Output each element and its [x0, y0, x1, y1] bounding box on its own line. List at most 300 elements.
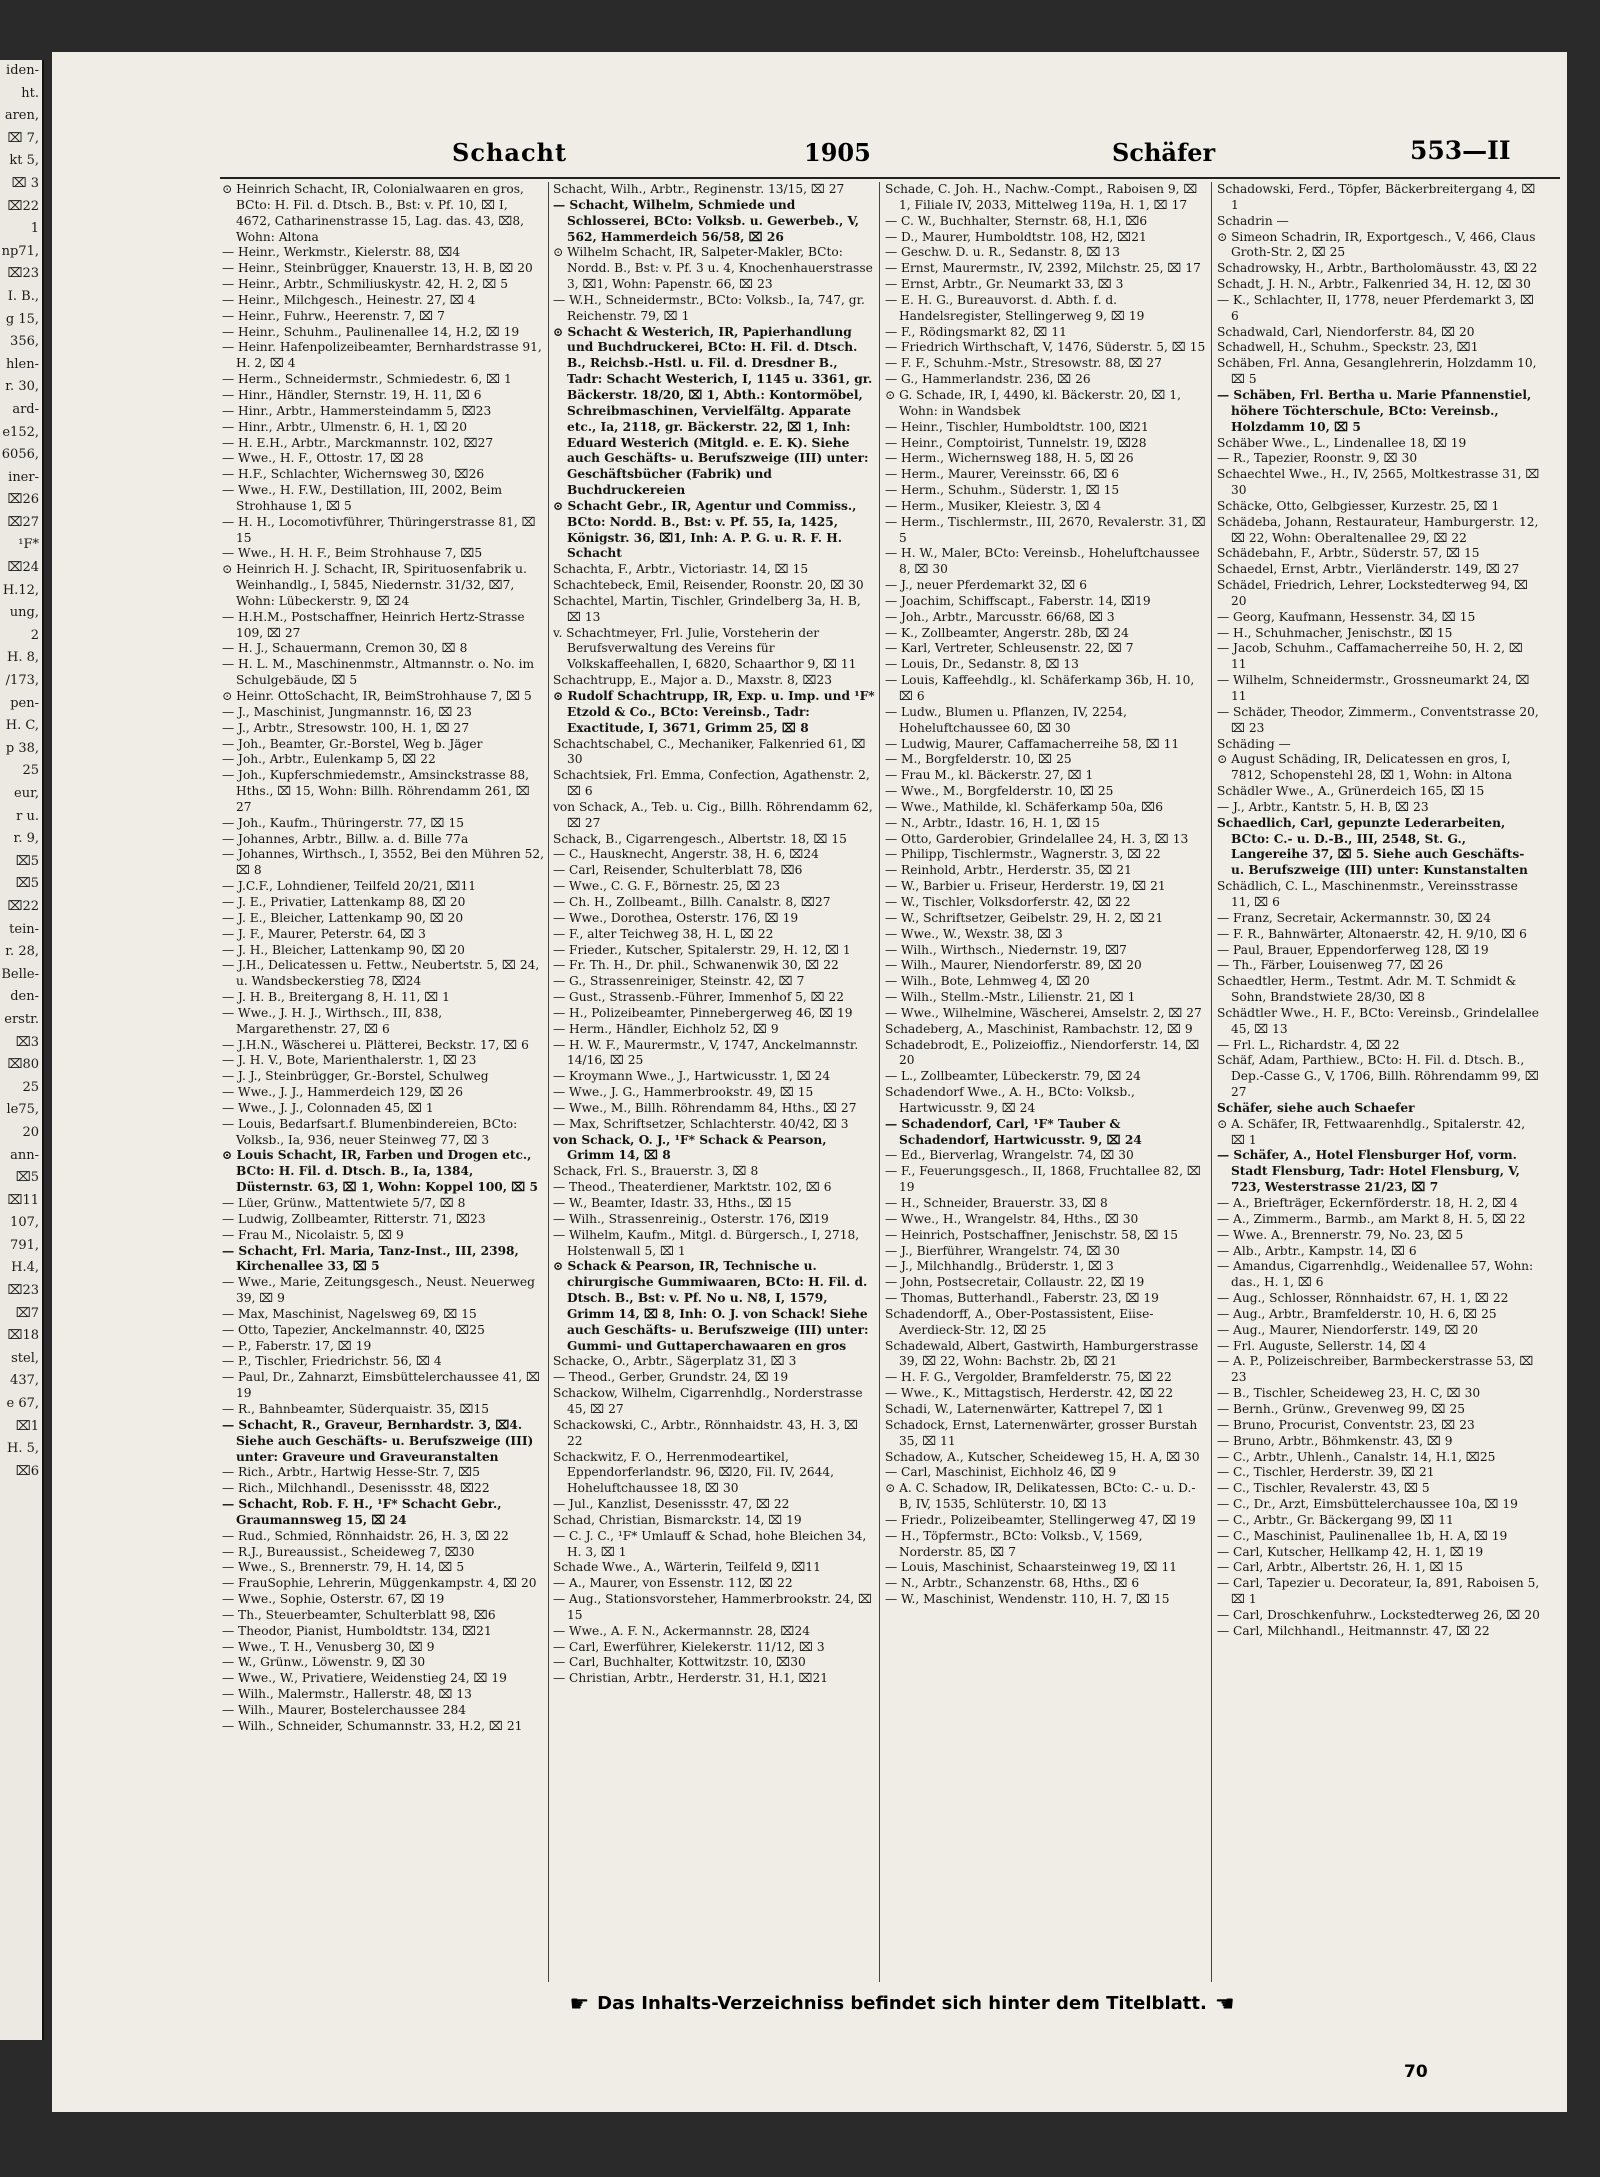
- header-year: 1905: [804, 138, 871, 167]
- directory-entry: — C. W., Buchhalter, Sternstr. 68, H.1, ⌧6: [885, 213, 1148, 228]
- directory-entry: — Reinhold, Arbtr., Herderstr. 35, ⌧ 21: [885, 863, 1132, 878]
- directory-entry: — Wwe., H., Wrangelstr. 84, Hths., ⌧ 30: [885, 1211, 1139, 1226]
- directory-entry: — Joachim, Schiffscapt., Faberstr. 14, ⌧19: [885, 593, 1151, 608]
- directory-entry: — Otto, Tapezier, Anckelmannstr. 40, ⌧25: [222, 1322, 485, 1337]
- directory-entry: ⊙ A. C. Schadow, IR, Delikatessen, BCto: C.- u. D.-B, IV, 1535, Schlüterstr. 10, ⌧ 13: [885, 1481, 1196, 1512]
- directory-entry: — K., Zollbeamter, Angerstr. 28b, ⌧ 24: [885, 625, 1129, 640]
- left-strip-line: /173,: [5, 673, 39, 689]
- directory-entry: — Schacht, Wilhelm, Schmiede und Schlosserei, BCto: Volksb. u. Gewerbeb., V, 562, Hammerdeich 56/58, ⌧ 26: [553, 197, 860, 244]
- directory-entry: — D., Maurer, Humboldtstr. 108, H2, ⌧21: [885, 229, 1147, 244]
- directory-entry: — C., Arbtr., Gr. Bäckergang 99, ⌧ 11: [1217, 1512, 1454, 1527]
- directory-entry: — J. H. B., Breitergang 8, H. 11, ⌧ 1: [222, 990, 450, 1005]
- directory-entry: Schäf, Adam, Parthiew., BCto: H. Fil. d. Dtsch. B., Dep.-Casse G., V, 1706, Billh. Röhrendamm 99, ⌧ 27: [1217, 1053, 1539, 1100]
- directory-entry: — J. H. V., Bote, Marienthalerstr. 1, ⌧ 23: [222, 1053, 477, 1068]
- directory-entry: — H.H.M., Postschaffner, Heinrich Hertz-Strasse 109, ⌧ 27: [222, 609, 525, 640]
- directory-entry: — J. H., Bleicher, Lattenkamp 90, ⌧ 20: [222, 942, 465, 957]
- directory-entry: ⊙ G. Schade, IR, I, 4490, kl. Bäckerstr. 20, ⌧ 1, Wohn: in Wandsbek: [885, 387, 1181, 418]
- directory-entry: — Heinr. Hafenpolizeibeamter, Bernhardstrasse 91, H. 2, ⌧ 4: [222, 340, 542, 371]
- directory-entry: von Schack, O. J., ¹F* Schack & Pearson, Grimm 14, ⌧ 8: [553, 1132, 827, 1163]
- directory-entry: Schachtebeck, Emil, Reisender, Roonstr. 20, ⌧ 30: [553, 578, 864, 593]
- left-strip-line: ht.: [21, 85, 39, 101]
- directory-entry: — J.C.F., Lohndiener, Teilfeld 20/21, ⌧11: [222, 879, 477, 894]
- directory-entry: — C., Arbtr., Uhlenh., Canalstr. 14, H.1, ⌧25: [1217, 1449, 1496, 1464]
- directory-entry: — Carl, Arbtr., Albertstr. 26, H. 1, ⌧ 15: [1217, 1560, 1463, 1575]
- directory-entry: Schachta, F., Arbtr., Victoriastr. 14, ⌧ 15: [553, 562, 809, 577]
- left-strip-line: r. 28,: [5, 944, 39, 960]
- directory-entry: — B., Tischler, Scheideweg 23, H. C, ⌧ 30: [1217, 1386, 1481, 1401]
- directory-entry: — Wwe., W., Wexstr. 38, ⌧ 3: [885, 926, 1063, 941]
- directory-entry: — Jacob, Schuhm., Caffamacherreihe 50, H. 2, ⌧ 11: [1217, 641, 1523, 672]
- directory-entry: — Max, Maschinist, Nagelsweg 69, ⌧ 15: [222, 1306, 477, 1321]
- directory-entry: Schackow, Wilhelm, Cigarrenhdlg., Norderstrasse 45, ⌧ 27: [553, 1386, 863, 1416]
- directory-entry: — Joh., Arbtr., Marcusstr. 66/68, ⌧ 3: [885, 609, 1115, 624]
- page-number: 70: [1404, 2062, 1428, 2082]
- directory-entry: Schachtsiek, Frl. Emma, Confection, Agathenstr. 2, ⌧ 6: [553, 768, 870, 799]
- directory-entry: — Paul, Brauer, Eppendorferweg 128, ⌧ 19: [1217, 942, 1489, 957]
- directory-entry: — J. F., Maurer, Peterstr. 64, ⌧ 3: [222, 926, 426, 941]
- directory-entry: — FrauSophie, Lehrerin, Müggenkampstr. 4, ⌧ 20: [222, 1576, 537, 1591]
- left-page-strip: [0, 60, 44, 2040]
- directory-entry: — Friedr., Polizeibeamter, Stellingerweg 47, ⌧ 19: [885, 1512, 1196, 1527]
- directory-entry: — H., Töpfermstr., BCto: Volksb., V, 1569, Norderstr. 85, ⌧ 7: [885, 1528, 1143, 1559]
- left-strip-line: ⌧80: [7, 1057, 39, 1073]
- left-strip-line: 25: [22, 763, 39, 779]
- directory-entry: — J., neuer Pferdemarkt 32, ⌧ 6: [885, 578, 1087, 593]
- directory-entry: — Wilh., Maurer, Niendorferstr. 89, ⌧ 20: [885, 958, 1142, 973]
- directory-entry: — Theodor, Pianist, Humboldtstr. 134, ⌧21: [222, 1623, 492, 1638]
- directory-entry: — H. L. M., Maschinenmstr., Altmannstr. o. No. im Schulgebäude, ⌧ 5: [222, 657, 535, 688]
- directory-entry: — Heinr., Werkmstr., Kielerstr. 88, ⌧4: [222, 245, 461, 260]
- directory-entry: — Hinr., Arbtr., Ulmenstr. 6, H. 1, ⌧ 20: [222, 419, 467, 434]
- directory-entry: ⊙ Simeon Schadrin, IR, Exportgesch., V, 466, Claus Groth-Str. 2, ⌧ 25: [1217, 229, 1536, 260]
- directory-entry: — K., Schlachter, II, 1778, neuer Pferdemarkt 3, ⌧ 6: [1217, 292, 1535, 323]
- header-first-name: Schacht: [452, 138, 568, 167]
- directory-entry: — Wwe., C. G. F., Börnestr. 25, ⌧ 23: [553, 879, 780, 894]
- directory-entry: — H. W. F., Maurermstr., V, 1747, Anckelmannstr. 14/16, ⌧ 25: [553, 1037, 859, 1068]
- left-strip-line: ⌧23: [7, 1283, 39, 1299]
- directory-entry: — Christian, Arbtr., Herderstr. 31, H.1, ⌧21: [553, 1671, 829, 1686]
- left-strip-line: ⌧22: [7, 898, 39, 914]
- directory-entry: — J., Maschinist, Jungmannstr. 16, ⌧ 23: [222, 704, 472, 719]
- directory-entry: ⊙ Louis Schacht, IR, Farben und Drogen etc., BCto: H. Fil. d. Dtsch. B., Ia, 1384, Düsternstr. 63, ⌧ 1, Wohn: Koppel 100, ⌧ 5: [222, 1148, 539, 1195]
- left-strip-line: 791,: [10, 1237, 39, 1253]
- directory-entry: — R., Tapezier, Roonstr. 9, ⌧ 30: [1217, 451, 1418, 466]
- left-strip-line: r. 9,: [13, 831, 39, 847]
- directory-entry: — H. H., Locomotivführer, Thüringerstrasse 81, ⌧ 15: [222, 514, 536, 545]
- directory-entry: — J. E., Bleicher, Lattenkamp 90, ⌧ 20: [222, 910, 464, 925]
- directory-entry: ⊙ Rudolf Schachtrupp, IR, Exp. u. Imp. und ¹F* Etzold & Co., BCto: Vereinsb., Tadr: Exactitude, I, 3671, Grimm 25, ⌧ 8: [553, 689, 875, 735]
- directory-entry: Schadendorf Wwe., A. H., BCto: Volksb., Hartwicusstr. 9, ⌧ 24: [885, 1085, 1135, 1115]
- directory-entry: — Georg, Kaufmann, Hessenstr. 34, ⌧ 15: [1217, 609, 1476, 624]
- directory-entry: — P., Tischler, Friedrichstr. 56, ⌧ 4: [222, 1354, 442, 1369]
- directory-entry: — Schacht, Rob. F. H., ¹F* Schacht Gebr., Graumannsweg 15, ⌧ 24: [222, 1497, 502, 1527]
- directory-entry: — F., Feuerungsgesch., II, 1868, Fruchtallee 82, ⌧ 19: [885, 1164, 1201, 1195]
- directory-entry: Schade, C. Joh. H., Nachw.-Compt., Raboisen 9, ⌧ 1, Filiale IV, 2033, Mittelweg 119a, H. 1, ⌧ 17: [885, 182, 1198, 212]
- directory-entry: — M., Borgfelderstr. 10, ⌧ 25: [885, 752, 1072, 767]
- directory-entry: — G., Strassenreiniger, Steinstr. 42, ⌧ 7: [553, 974, 805, 989]
- directory-entry: — Carl, Ewerführer, Kielekerstr. 11/12, ⌧ 3: [553, 1639, 825, 1654]
- directory-entry: — Wwe., J. J., Hammerdeich 129, ⌧ 26: [222, 1085, 464, 1100]
- directory-entry: — Frau M., kl. Bäckerstr. 27, ⌧ 1: [885, 768, 1094, 783]
- left-strip-line: hlen-: [6, 356, 39, 372]
- directory-entry: Schacht, Wilh., Arbtr., Reginenstr. 13/15, ⌧ 27: [553, 182, 845, 196]
- directory-entry: Schacke, O., Arbtr., Sägerplatz 31, ⌧ 3: [553, 1354, 797, 1369]
- directory-entry: — Wilh., Malermstr., Hallerstr. 48, ⌧ 13: [222, 1687, 472, 1702]
- directory-entry: — Bruno, Procurist, Conventstr. 23, ⌧ 23: [1217, 1417, 1475, 1432]
- directory-entry: Schäben, Frl. Anna, Gesanglehrerin, Holzdamm 10, ⌧ 5: [1217, 356, 1537, 387]
- left-strip-line: eur,: [14, 786, 39, 801]
- directory-entry: — C. J. C., ¹F* Umlauff & Schad, hohe Bleichen 34, H. 3, ⌧ 1: [553, 1528, 867, 1559]
- directory-entry: — Bernh., Grünw., Grevenweg 99, ⌧ 25: [1217, 1401, 1465, 1416]
- directory-entry: — W., Beamter, Idastr. 33, Hths., ⌧ 15: [553, 1196, 792, 1210]
- directory-entry: — A., Zimmerm., Barmb., am Markt 8, H. 5, ⌧ 22: [1217, 1211, 1526, 1226]
- directory-entry: — Ed., Bierverlag, Wrangelstr. 74, ⌧ 30: [885, 1148, 1134, 1163]
- directory-entry: v. Schachtmeyer, Frl. Julie, Vorsteherin der Berufsverwaltung des Vereins für Volkskaffeehallen, I, 6820, Schaarthor 9, ⌧ 11: [553, 625, 857, 672]
- directory-entry: — F., Rödingsmarkt 82, ⌧ 11: [885, 324, 1067, 339]
- directory-entry: Schad, Christian, Bismarckstr. 14, ⌧ 19: [553, 1512, 802, 1527]
- left-strip-line: 25: [22, 1079, 39, 1095]
- directory-entry: — Heinrich, Postschaffner, Jenischstr. 58, ⌧ 15: [885, 1227, 1178, 1242]
- directory-entry: ⊙ Wilhelm Schacht, IR, Salpeter-Makler, BCto: Nordd. B., Bst: v. Pf. 3 u. 4, Knochenhauerstrasse 3, ⌧1, Wohn: Papenstr. 66, ⌧ 23: [553, 245, 873, 292]
- directory-entry: Schade Wwe., A., Wärterin, Teilfeld 9, ⌧11: [553, 1560, 821, 1575]
- left-strip-line: I. B.,: [7, 288, 39, 304]
- directory-entry: Schäding —: [1217, 736, 1291, 751]
- directory-entry: — C., Tischler, Revalerstr. 43, ⌧ 5: [1217, 1481, 1430, 1496]
- directory-entry: — R., Bahnbeamter, Süderquaistr. 35, ⌧15: [222, 1401, 490, 1416]
- directory-entry: — Carl, Tapezier u. Decorateur, Ia, 891, Raboisen 5, ⌧ 1: [1217, 1576, 1540, 1607]
- directory-entry: — C., Tischler, Herderstr. 39, ⌧ 21: [1217, 1465, 1435, 1480]
- directory-entry: Schackowski, C., Arbtr., Rönnhaidstr. 43, H. 3, ⌧ 22: [553, 1417, 859, 1448]
- directory-entry: — Louis, Bedarfsart.f. Blumenbindereien, BCto: Volksb., Ia, 936, neuer Steinweg 77, ⌧ 3: [222, 1116, 518, 1147]
- directory-entry: — J., Arbtr., Stresowstr. 100, H. 1, ⌧ 27: [222, 720, 470, 735]
- directory-entry: — Ernst, Arbtr., Gr. Neumarkt 33, ⌧ 3: [885, 277, 1124, 292]
- left-strip-line: 356,: [10, 334, 39, 350]
- directory-entry: — Wwe., W., Privatiere, Weidenstieg 24, ⌧ 19: [222, 1671, 507, 1686]
- directory-entry: Schadt, J. H. N., Arbtr., Falkenried 34, H. 12, ⌧ 30: [1217, 277, 1531, 292]
- directory-entry: — Max, Schriftsetzer, Schlachterstr. 40/42, ⌧ 3: [553, 1116, 849, 1131]
- directory-entry: — P., Faberstr. 17, ⌧ 19: [222, 1338, 372, 1353]
- directory-entry: — Joh., Beamter, Gr.-Borstel, Weg b. Jäger: [222, 736, 483, 751]
- directory-entry: — Carl, Maschinist, Eichholz 46, ⌧ 9: [885, 1465, 1117, 1480]
- directory-entry: — Joh., Kaufm., Thüringerstr. 77, ⌧ 15: [222, 815, 464, 830]
- directory-entry: — Theod., Theaterdiener, Marktstr. 102, ⌧ 6: [553, 1180, 832, 1195]
- left-strip-line: kt 5,: [9, 153, 39, 169]
- left-strip-line: ⌧27: [7, 514, 39, 530]
- left-strip-line: ung,: [9, 605, 39, 621]
- left-strip-line: H.4,: [11, 1260, 39, 1276]
- directory-entry: — Wwe., T. H., Venusberg 30, ⌧ 9: [222, 1639, 435, 1654]
- left-strip-line: ⌧18: [7, 1328, 39, 1344]
- directory-entry: — J., Milchhandlg., Brüderstr. 1, ⌧ 3: [885, 1259, 1114, 1274]
- directory-entry: — Wwe., S., Brennerstr. 79, H. 14, ⌧ 5: [222, 1560, 465, 1575]
- directory-entry: Schäcke, Otto, Gelbgiesser, Kurzestr. 25, ⌧ 1: [1217, 498, 1500, 513]
- directory-entry: von Schack, A., Teb. u. Cig., Billh. Röhrendamm 62, ⌧ 27: [553, 799, 873, 830]
- directory-entry: — Wilh., Bote, Lehmweg 4, ⌧ 20: [885, 974, 1090, 989]
- directory-entry: — Wilh., Schneider, Schumannstr. 33, H.2, ⌧ 21: [222, 1718, 523, 1733]
- directory-entry: — F., alter Teichweg 38, H. L, ⌧ 22: [553, 926, 774, 941]
- directory-entry: Schack, B., Cigarrengesch., Albertstr. 18, ⌧ 15: [553, 831, 847, 846]
- directory-entry: — Ludwig, Maurer, Caffamacherreihe 58, ⌧ 11: [885, 736, 1180, 751]
- left-strip-line: r u.: [16, 808, 39, 824]
- directory-entry: ⊙ Schacht & Westerich, IR, Papierhandlung und Buchdruckerei, BCto: H. Fil. d. Dtsch. B., Reichsb.-Hstl. u. Fil. d. Dresdner B., Tadr: Schacht Westerich, I, 1145 u. 3361, gr. Bäckerstr. 18/20, ⌧ 1, Abth.: Kontormöbel, Schreibmaschinen, Vervielfältg. Apparate etc., Ia, 2118, gr. Bäckerstr. 22, ⌧ 1, Inh: Eduard Westerich (Mitgld. e. E. K). Siehe auch Geschäfts- u. Berufszweige (III) unter: Geschäftsbücher (Fabrik) und Buchdruckereien: [553, 324, 873, 498]
- directory-entry: — Wwe., H. H. F., Beim Strohhause 7, ⌧5: [222, 546, 483, 561]
- directory-entry: — Joh., Arbtr., Eulenkamp 5, ⌧ 22: [222, 752, 436, 767]
- directory-entry: — Hinr., Arbtr., Hammersteindamm 5, ⌧23: [222, 403, 492, 418]
- directory-entry: Schäfer, siehe auch Schaefer: [1217, 1100, 1415, 1115]
- directory-entry: — J.H.N., Wäscherei u. Plätterei, Beckstr. 17, ⌧ 6: [222, 1037, 529, 1052]
- left-strip-line: np71,: [1, 243, 39, 259]
- directory-entry: — Herm., Schneidermstr., Schmiedestr. 6, ⌧ 1: [222, 372, 512, 387]
- directory-entry: — Schacht, R., Graveur, Bernhardstr. 3, ⌧4. Siehe auch Geschäfts- u. Berufszweige (III) unter: Graveure und Graveuranstalten: [222, 1417, 534, 1464]
- directory-entry: — J. J., Steinbrügger, Gr.-Borstel, Schulweg: [222, 1069, 489, 1084]
- left-strip-line: ⌧1: [15, 1418, 39, 1434]
- directory-entry: Schadowski, Ferd., Töpfer, Bäckerbreitergang 4, ⌧ 1: [1217, 182, 1536, 212]
- directory-entry: — W., Maschinist, Wendenstr. 110, H. 7, ⌧ 15: [885, 1592, 1170, 1607]
- directory-entry: Schaechtel Wwe., H., IV, 2565, Moltkestrasse 31, ⌧ 30: [1217, 467, 1540, 498]
- directory-entry: — Johannes, Arbtr., Billw. a. d. Bille 77a: [222, 831, 469, 846]
- directory-entry: Schädeba, Johann, Restaurateur, Hamburgerstr. 12, ⌧ 22, Wohn: Oberaltenallee 29, ⌧ 22: [1217, 514, 1539, 545]
- left-strip-line: 20: [22, 1124, 39, 1140]
- left-strip-line: g 15,: [5, 311, 39, 327]
- directory-entry: — Wwe., J. G., Hammerbrookstr. 49, ⌧ 15: [553, 1085, 814, 1100]
- directory-entry: — Aug., Arbtr., Bramfelderstr. 10, H. 6, ⌧ 25: [1217, 1306, 1497, 1321]
- header-rule: [220, 177, 1560, 179]
- directory-entry: — Schäfer, A., Hotel Flensburger Hof, vorm. Stadt Flensburg, Tadr: Hotel Flensburg, V, 723, Westerstrasse 21/23, ⌧ 7: [1217, 1148, 1520, 1195]
- directory-entry: — N., Arbtr., Schanzenstr. 68, Hths., ⌧ 6: [885, 1576, 1140, 1591]
- left-strip-line: H. 5,: [6, 1441, 39, 1457]
- left-strip-line: den-: [10, 989, 39, 1005]
- left-strip-line: ⌧26: [7, 492, 39, 508]
- directory-entry: Schadwell, H., Schuhm., Speckstr. 23, ⌧1: [1217, 340, 1479, 355]
- left-strip-line: erstr.: [4, 1011, 39, 1027]
- directory-entry: Schadrin —: [1217, 213, 1289, 228]
- directory-entry: — H. F. G., Vergolder, Bramfelderstr. 75, ⌧ 22: [885, 1370, 1172, 1385]
- directory-entry: — Wilhelm, Kaufm., Mitgl. d. Bürgersch., I, 2718, Holstenwall 5, ⌧ 1: [553, 1227, 860, 1258]
- directory-entry: — Rich., Arbtr., Hartwig Hesse-Str. 7, ⌧5: [222, 1465, 480, 1480]
- left-strip-line: pen-: [10, 695, 39, 711]
- directory-entry: Schaedel, Ernst, Arbtr., Vierländerstr. 149, ⌧ 27: [1217, 562, 1520, 577]
- directory-entry: Schadwald, Carl, Niendorferstr. 84, ⌧ 20: [1217, 324, 1475, 339]
- directory-entry: — Louis, Kaffeehdlg., kl. Schäferkamp 36b, H. 10, ⌧ 6: [885, 673, 1195, 703]
- directory-entry: Schäber Wwe., L., Lindenallee 18, ⌧ 19: [1217, 435, 1467, 450]
- directory-entry: — Heinr., Comptoirist, Tunnelstr. 19, ⌧28: [885, 435, 1147, 450]
- directory-entry: — Wwe., H. F.W., Destillation, III, 2002, Beim Strohhause 1, ⌧ 5: [222, 483, 503, 513]
- left-strip-line: Belle-: [1, 966, 39, 982]
- directory-entry: — Paul, Dr., Zahnarzt, Eimsbüttelerchaussee 41, ⌧ 19: [222, 1370, 541, 1401]
- directory-entry: — Wwe., Mathilde, kl. Schäferkamp 50a, ⌧6: [885, 799, 1163, 814]
- directory-entry: — Joh., Kupferschmiedemstr., Amsinckstrasse 88, Hths., ⌧ 15, Wohn: Billh. Röhrendamm 261, ⌧ 27: [222, 768, 530, 814]
- directory-entry: — Wwe., K., Mittagstisch, Herderstr. 42, ⌧ 22: [885, 1386, 1174, 1401]
- directory-entry: — Wwe., M., Billh. Röhrendamm 84, Hths., ⌧ 27: [553, 1100, 857, 1115]
- directory-entry: ⊙ Heinr. OttoSchacht, IR, BeimStrohhause 7, ⌧ 5: [222, 689, 532, 703]
- directory-entry: — Johannes, Wirthsch., I, 3552, Bei den Mühren 52, ⌧ 8: [222, 847, 544, 878]
- column-1: [222, 182, 549, 1982]
- directory-entry: — G., Hammerlandstr. 236, ⌧ 26: [885, 372, 1091, 387]
- directory-entry: — A. P., Polizeischreiber, Barmbeckerstrasse 53, ⌧ 23: [1217, 1354, 1534, 1385]
- column-4: [1217, 182, 1543, 1982]
- directory-entry: — Ludwig, Zollbeamter, Ritterstr. 71, ⌧23: [222, 1211, 486, 1226]
- left-strip-line: ⌧6: [15, 1463, 39, 1479]
- directory-entry: — Wilh., Wirthsch., Niedernstr. 19, ⌧7: [885, 942, 1127, 957]
- directory-entry: — H., Schneider, Brauerstr. 33, ⌧ 8: [885, 1196, 1108, 1210]
- directory-entry: — Louis, Dr., Sedanstr. 8, ⌧ 13: [885, 657, 1079, 672]
- left-strip-line: 437,: [10, 1373, 39, 1389]
- directory-entry: — C., Dr., Arzt, Eimsbüttelerchaussee 10a, ⌧ 19: [1217, 1497, 1518, 1512]
- directory-entry: — L., Zollbeamter, Lübeckerstr. 79, ⌧ 24: [885, 1069, 1141, 1084]
- directory-entry: — Aug., Maurer, Niendorferstr. 149, ⌧ 20: [1217, 1322, 1478, 1337]
- directory-entry: — Wwe., J. H. J., Wirthsch., III, 838, Margarethenstr. 27, ⌧ 6: [222, 1005, 443, 1036]
- directory-entry: — Carl, Kutscher, Hellkamp 42, H. 1, ⌧ 19: [1217, 1544, 1484, 1559]
- left-strip-line: ⌧5: [15, 1170, 39, 1186]
- directory-entry: ⊙ A. Schäfer, IR, Fettwaarenhdlg., Spitalerstr. 42, ⌧ 1: [1217, 1116, 1526, 1147]
- directory-entry: — F. R., Bahnwärter, Altonaerstr. 42, H. 9/10, ⌧ 6: [1217, 926, 1527, 941]
- directory-entry: — Louis, Maschinist, Schaarsteinweg 19, ⌧ 11: [885, 1560, 1177, 1575]
- directory-entry: — Wilh., Strassenreinig., Osterstr. 176, ⌧19: [553, 1211, 829, 1226]
- footer-notice-text: Das Inhalts-Verzeichniss befindet sich hinter dem Titelblatt.: [597, 1993, 1207, 2014]
- directory-entry: — Frau M., Nicolaistr. 5, ⌧ 9: [222, 1227, 404, 1242]
- left-strip-line: ⌧24: [7, 560, 39, 576]
- directory-entry: — J.H., Delicatessen u. Fettw., Neubertstr. 5, ⌧ 24, u. Wandsbeckerstieg 78, ⌧24: [222, 958, 540, 989]
- directory-entry: — Alb., Arbtr., Kampstr. 14, ⌧ 6: [1217, 1243, 1417, 1258]
- directory-entry: ⊙ Heinrich H. J. Schacht, IR, Spirituosenfabrik u. Weinhandlg., I, 5845, Niedernstr. 31/32, ⌧7, Wohn: Lübeckerstr. 9, ⌧ 24: [222, 562, 527, 608]
- directory-entry: — John, Postsecretair, Collaustr. 22, ⌧ 19: [885, 1275, 1145, 1290]
- directory-entry: — Aug., Schlosser, Rönnhaidstr. 67, H. 1, ⌧ 22: [1217, 1291, 1509, 1306]
- directory-entry: — Schadendorf, Carl, ¹F* Tauber & Schadendorf, Hartwicusstr. 9, ⌧ 24: [885, 1116, 1142, 1147]
- left-strip-line: ⌧ 3: [11, 175, 39, 191]
- directory-entry: — Wwe., Marie, Zeitungsgesch., Neust. Neuerweg 39, ⌧ 9: [222, 1275, 535, 1306]
- directory-entry: — Friedrich Wirthschaft, V, 1476, Süderstr. 5, ⌧ 15: [885, 340, 1206, 355]
- directory-entry: — Schäben, Frl. Bertha u. Marie Pfannenstiel, höhere Töchterschule, BCto: Vereinsb., Holzdamm 10, ⌧ 5: [1217, 387, 1532, 434]
- directory-entry: — Wwe., A. F. N., Ackermannstr. 28, ⌧24: [553, 1623, 810, 1638]
- directory-entry: — Wilh., Maurer, Bostelerchaussee 284: [222, 1703, 466, 1717]
- directory-entry: — Wwe. A., Brennerstr. 79, No. 23, ⌧ 5: [1217, 1227, 1464, 1242]
- left-strip-line: p 38,: [5, 740, 39, 756]
- directory-entry: — J. E., Privatier, Lattenkamp 88, ⌧ 20: [222, 894, 466, 909]
- left-strip-line: ⌧23: [7, 266, 39, 282]
- left-strip-line: ⌧11: [7, 1192, 39, 1208]
- directory-entry: — Aug., Stationsvorsteher, Hammerbrookstr. 24, ⌧ 15: [553, 1592, 873, 1622]
- directory-entry: — Gust., Strassenb.-Führer, Immenhof 5, ⌧ 22: [553, 990, 845, 1005]
- directory-entry: — H. W., Maler, BCto: Vereinsb., Hoheluftchaussee 8, ⌧ 30: [885, 546, 1200, 577]
- left-strip-line: ⌧5: [15, 853, 39, 869]
- directory-entry: — Amandus, Cigarrenhdlg., Weidenallee 57, Wohn: das., H. 1, ⌧ 6: [1217, 1259, 1534, 1290]
- directory-entry: — Ernst, Maurermstr., IV, 2392, Milchstr. 25, ⌧ 17: [885, 261, 1201, 276]
- left-strip-line: iner-: [8, 469, 39, 485]
- left-strip-line: aren,: [4, 108, 39, 124]
- directory-entry: — Kroymann Wwe., J., Hartwicusstr. 1, ⌧ 24: [553, 1069, 831, 1084]
- directory-entry: ⊙ August Schäding, IR, Delicatessen en gros, I, 7812, Schopenstehl 28, ⌧ 1, Wohn: in Altona: [1217, 752, 1513, 783]
- directory-entry: — E. H. G., Bureauvorst. d. Abth. f. d. Handelsregister, Stellingerweg 9, ⌧ 19: [885, 292, 1145, 323]
- directory-entry: — Franz, Secretair, Ackermannstr. 30, ⌧ 24: [1217, 910, 1491, 925]
- page-header: [52, 132, 1567, 172]
- left-strip-line: tein-: [9, 921, 39, 937]
- directory-entry: — Jul., Kanzlist, Desenissstr. 47, ⌧ 22: [553, 1497, 790, 1512]
- directory-entry: — Schacht, Frl. Maria, Tanz-Inst., III, 2398, Kirchenallee 33, ⌧ 5: [222, 1243, 519, 1274]
- directory-entry: Schädebahn, F., Arbtr., Süderstr. 57, ⌧ 15: [1217, 546, 1480, 561]
- directory-entry: — H., Polizeibeamter, Pinnebergerweg 46, ⌧ 19: [553, 1005, 853, 1020]
- directory-entry: Schachtschabel, C., Mechaniker, Falkenried 61, ⌧ 30: [553, 736, 866, 767]
- directory-entry: — W., Barbier u. Friseur, Herderstr. 19, ⌧ 21: [885, 879, 1166, 894]
- left-strip-line: H. 8,: [6, 650, 39, 666]
- directory-entry: — Herm., Schuhm., Süderstr. 1, ⌧ 15: [885, 483, 1120, 498]
- directory-entry: — Heinr., Milchgesch., Heinestr. 27, ⌧ 4: [222, 292, 476, 307]
- directory-entry: — Heinr., Arbtr., Schmiliuskystr. 42, H. 2, ⌧ 5: [222, 277, 509, 292]
- directory-entry: Schadow, A., Kutscher, Scheideweg 15, H. A, ⌧ 30: [885, 1449, 1200, 1464]
- directory-entry: ⊙ Schack & Pearson, IR, Technische u. chirurgische Gummiwaaren, BCto: H. Fil. d. Dtsch. B., Bst: v. Pf. No u. N8, I, 1579, Grimm 14, ⌧ 8, Inh: O. J. von Schack! Siehe auch Geschäfts- u. Berufszweige (III) unter: Gummi- und Guttaperchawaaren en gros: [553, 1259, 869, 1353]
- directory-entry: — Theod., Gerber, Grundstr. 24, ⌧ 19: [553, 1370, 789, 1385]
- directory-entry: Schadock, Ernst, Laternenwärter, grosser Burstah 35, ⌧ 11: [885, 1417, 1198, 1448]
- directory-entry: — Heinr., Schuhm., Paulinenallee 14, H.2, ⌧ 19: [222, 324, 520, 339]
- left-strip-line: iden-: [6, 63, 39, 78]
- left-strip-line: e152,: [2, 424, 39, 440]
- left-strip-line: ⌧ 7,: [7, 130, 39, 146]
- left-strip-line: ⌧5: [15, 876, 39, 892]
- directory-entry: — R.J., Bureaussist., Scheideweg 7, ⌧30: [222, 1544, 475, 1559]
- directory-entry: Schackwitz, F. O., Herrenmodeartikel, Eppendorferlandstr. 96, ⌧20, Fil. IV, 2644, Hoheluftchaussee 18, ⌧ 30: [553, 1449, 834, 1496]
- directory-entry: — H.F., Schlachter, Wichernsweg 30, ⌧26: [222, 467, 485, 482]
- directory-entry: — Th., Steuerbeamter, Schulterblatt 98, ⌧6: [222, 1607, 496, 1622]
- directory-entry: — Wwe., Wilhelmine, Wäscherei, Amselstr. 2, ⌧ 27: [885, 1005, 1202, 1020]
- directory-entry: — W., Grünw., Löwenstr. 9, ⌧ 30: [222, 1655, 426, 1670]
- directory-entry: — Philipp, Tischlermstr., Wagnerstr. 3, ⌧ 22: [885, 847, 1161, 862]
- left-strip-line: ard-: [12, 401, 39, 417]
- left-strip-line: 6056,: [1, 447, 39, 463]
- directory-entry: — H. E.H., Arbtr., Marckmannstr. 102, ⌧27: [222, 435, 494, 450]
- left-strip-line: le75,: [6, 1102, 39, 1118]
- directory-entry: — Herm., Maurer, Vereinsstr. 66, ⌧ 6: [885, 467, 1120, 482]
- directory-entry: — Wilh., Stellm.-Mstr., Lilienstr. 21, ⌧ 1: [885, 990, 1136, 1005]
- directory-entry: — J., Arbtr., Kantstr. 5, H. B, ⌧ 23: [1217, 799, 1429, 814]
- directory-entry: — Herm., Wichernsweg 188, H. 5, ⌧ 26: [885, 451, 1134, 466]
- directory-entry: ⊙ Heinrich Schacht, IR, Colonialwaaren en gros, BCto: H. Fil. d. Dtsch. B., Bst: v. Pf. 10, ⌧ I, 4672, Catharinenstrasse 15, Lag. das. 43, ⌧8, Wohn: Altona: [222, 182, 525, 244]
- directory-entry: Schadendorff, A., Ober-Postassistent, Eiise-Averdieck-Str. 12, ⌧ 25: [885, 1306, 1154, 1337]
- directory-entry: — Schäder, Theodor, Zimmerm., Conventstrasse 20, ⌧ 23: [1217, 704, 1539, 735]
- left-strip-line: ann-: [10, 1147, 39, 1163]
- directory-entry: — Lüer, Grünw., Mattentwiete 5/7, ⌧ 8: [222, 1196, 466, 1210]
- directory-entry: — Hinr., Händler, Sternstr. 19, H. 11, ⌧ 6: [222, 387, 482, 402]
- directory-entry: Schaedlich, Carl, gepunzte Lederarbeiten, BCto: C.- u. D.-B., III, 2548, St. G., Langereihe 37, ⌧ 5. Siehe auch Geschäfts- u. Berufszweige (III) unter: Kunstanstalten: [1217, 815, 1528, 878]
- directory-entry: — Ch. H., Zollbeamt., Billh. Canalstr. 8, ⌧27: [553, 894, 831, 909]
- directory-entry: — Wwe., J. J., Colonnaden 45, ⌧ 1: [222, 1100, 434, 1115]
- directory-entry: — Heinr., Tischler, Humboldtstr. 100, ⌧21: [885, 419, 1149, 434]
- directory-entry: — W., Tischler, Volksdorferstr. 42, ⌧ 22: [885, 894, 1131, 909]
- header-page-number: 553—II: [1410, 136, 1511, 165]
- directory-entry: Schädlich, C. L., Maschinenmstr., Vereinsstrasse 11, ⌧ 6: [1217, 879, 1518, 909]
- directory-entry: Schadrowsky, H., Arbtr., Bartholomäusstr. 43, ⌧ 22: [1217, 261, 1538, 276]
- directory-entry: — Frl. Auguste, Sellerstr. 14, ⌧ 4: [1217, 1338, 1427, 1353]
- directory-entry: — W., Schriftsetzer, Geibelstr. 29, H. 2, ⌧ 21: [885, 910, 1164, 925]
- directory-entry: — H., Schuhmacher, Jenischstr., ⌧ 15: [1217, 625, 1453, 640]
- directory-entry: — Bruno, Arbtr., Böhmkenstr. 43, ⌧ 9: [1217, 1433, 1453, 1448]
- directory-entry: — Carl, Reisender, Schulterblatt 78, ⌧6: [553, 863, 803, 878]
- directory-entry: — Heinr., Steinbrügger, Knauerstr. 13, H. B, ⌧ 20: [222, 261, 533, 276]
- left-strip-line: 1: [30, 221, 39, 237]
- directory-entry: Schachtel, Martin, Tischler, Grindelberg 3a, H. B, ⌧ 13: [553, 593, 861, 624]
- directory-entry: — Wwe., Sophie, Osterstr. 67, ⌧ 19: [222, 1592, 445, 1607]
- directory-entry: Schachtrupp, E., Major a. D., Maxstr. 8, ⌧23: [553, 673, 833, 688]
- column-3: [885, 182, 1212, 1982]
- directory-entry: — W.H., Schneidermstr., BCto: Volksb., Ia, 747, gr. Reichenstr. 79, ⌧ 1: [553, 292, 865, 323]
- left-strip-line: stel,: [11, 1350, 39, 1366]
- directory-entry: — Herm., Tischlermstr., III, 2670, Revalerstr. 31, ⌧ 5: [885, 514, 1206, 545]
- directory-entry: — C., Hausknecht, Angerstr. 38, H. 6, ⌧24: [553, 847, 819, 862]
- directory-entry: — Rud., Schmied, Rönnhaidstr. 26, H. 3, ⌧ 22: [222, 1528, 509, 1543]
- directory-entry: Schadeberg, A., Maschinist, Rambachstr. 12, ⌧ 9: [885, 1021, 1193, 1036]
- directory-entry: — Rich., Milchhandl., Desenissstr. 48, ⌧22: [222, 1481, 490, 1496]
- left-strip-line: r. 30,: [5, 379, 39, 395]
- directory-entry: — Carl, Droschkenfuhrw., Lockstedterweg 26, ⌧ 20: [1217, 1607, 1540, 1622]
- column-2: [553, 182, 880, 1982]
